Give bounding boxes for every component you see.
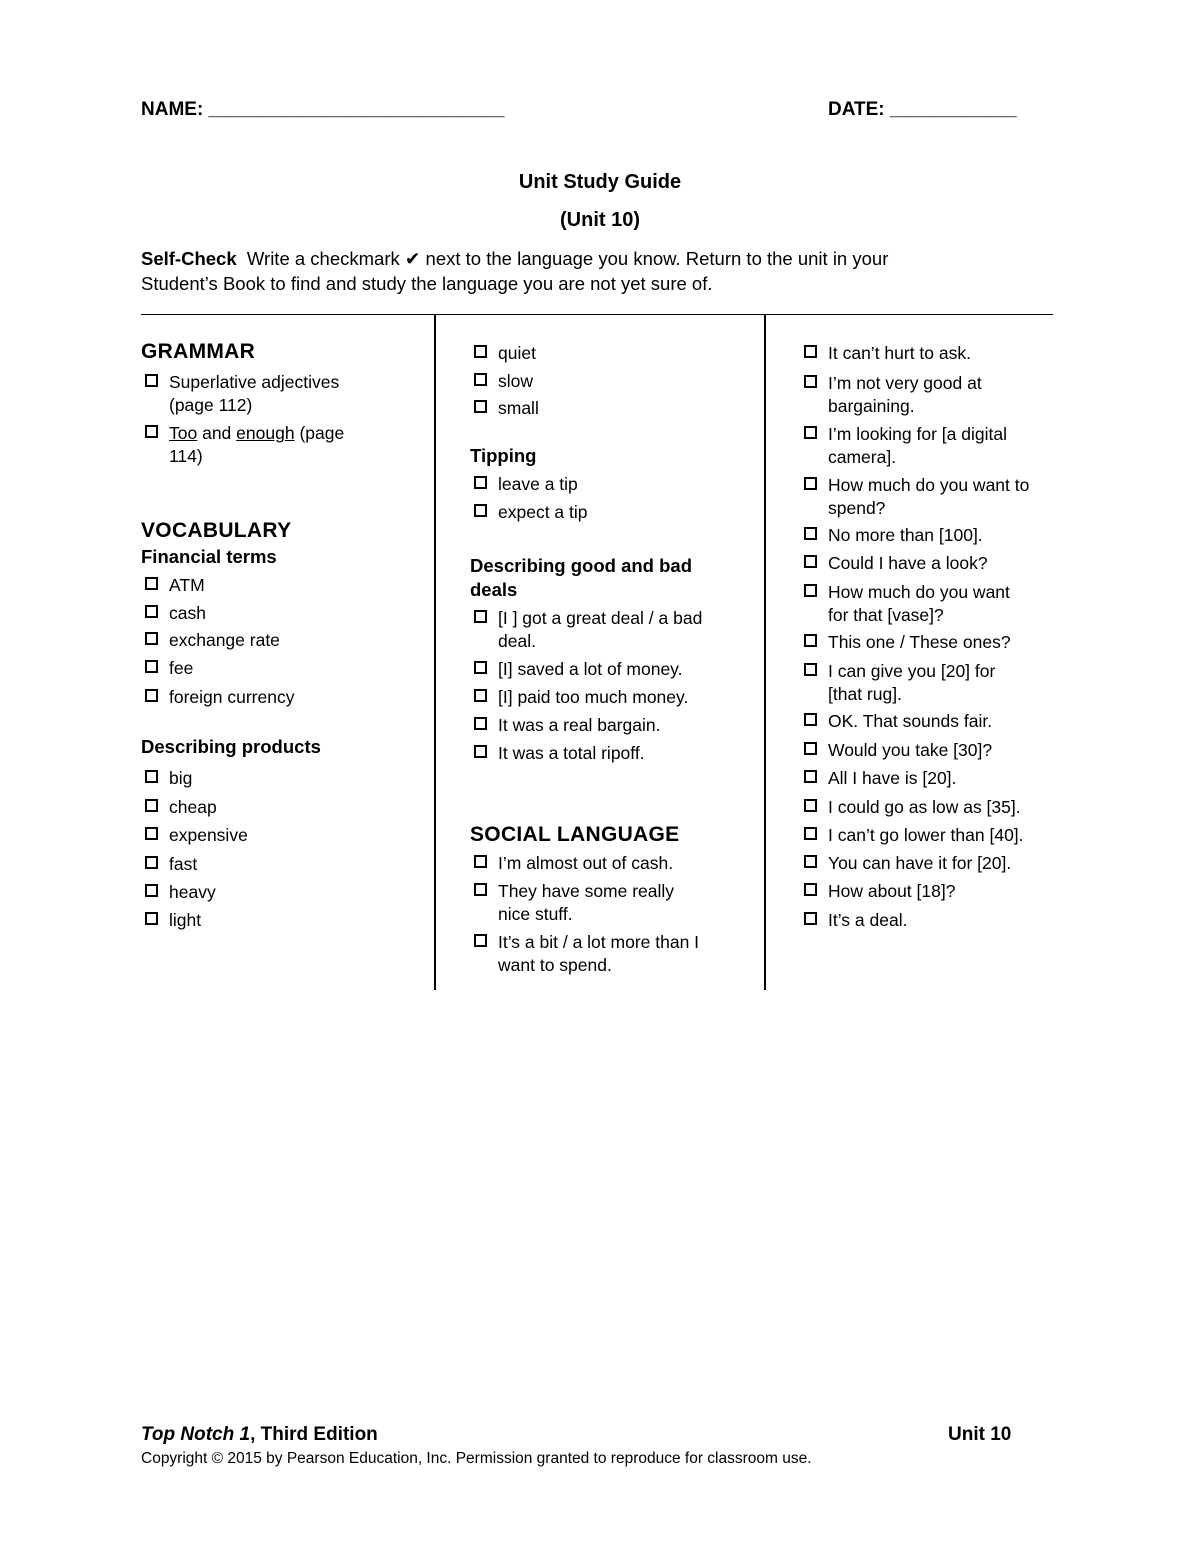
checklist-item[interactable] <box>472 931 699 977</box>
self-check-label: Self-Check <box>141 248 237 269</box>
checkmark-icon: ✔ <box>404 248 421 269</box>
checkbox[interactable] <box>804 634 817 647</box>
column-divider-2 <box>764 315 766 990</box>
item-text: I’m not very good at <box>828 373 982 393</box>
heading-line: Describing good and bad <box>470 555 693 576</box>
checkbox[interactable] <box>145 632 158 645</box>
checklist-item[interactable] <box>472 852 673 875</box>
checkbox[interactable] <box>474 717 487 730</box>
checkbox[interactable] <box>804 477 817 490</box>
checklist-item[interactable] <box>802 739 992 762</box>
checklist-item[interactable] <box>802 824 1024 847</box>
item-text: fast <box>169 854 198 874</box>
checklist-item[interactable] <box>472 342 536 365</box>
column-divider-1 <box>434 315 436 990</box>
checkbox[interactable] <box>474 373 487 386</box>
vocabulary-heading: VOCABULARY <box>141 519 292 542</box>
intro-text-a: Write a checkmark <box>246 248 400 269</box>
checklist-item[interactable] <box>802 767 956 790</box>
checkbox[interactable] <box>474 345 487 358</box>
item-text: They have some really <box>498 881 675 901</box>
item-text: All I have is [20]. <box>828 768 957 788</box>
checkbox[interactable] <box>474 745 487 758</box>
grammar-heading: GRAMMAR <box>141 340 256 363</box>
item-text: [that rug]. <box>828 684 902 704</box>
checklist-item[interactable] <box>472 742 645 765</box>
checklist-item[interactable] <box>802 852 1011 875</box>
item-text: I can give you [20] for <box>828 661 996 681</box>
item-text: [I] saved a lot of money. <box>498 659 683 679</box>
checkbox[interactable] <box>474 661 487 674</box>
checklist-item[interactable] <box>143 853 197 876</box>
checkbox[interactable] <box>474 934 487 947</box>
item-text-too: Too <box>169 423 198 443</box>
social-language-heading: SOCIAL LANGUAGE <box>470 823 680 846</box>
checklist-item[interactable] <box>802 372 982 418</box>
item-text-enough: enough <box>236 423 295 443</box>
checkbox[interactable] <box>804 912 817 925</box>
item-text: (page <box>299 423 345 443</box>
checkbox[interactable] <box>474 689 487 702</box>
date-field-label: DATE: ____________ <box>828 99 1017 120</box>
item-text: I’m almost out of cash. <box>498 853 674 873</box>
item-text: ATM <box>169 575 205 595</box>
header-divider <box>141 314 1053 315</box>
item-text: deal. <box>498 631 536 651</box>
checkbox[interactable] <box>804 527 817 540</box>
checklist-item[interactable] <box>802 909 907 932</box>
checkbox[interactable] <box>145 605 158 618</box>
item-text: for that [vase]? <box>828 605 944 625</box>
copyright-notice: Copyright © 2015 by Pearson Education, Inc. Permission granted to reproduce for classroom use. <box>141 1450 812 1467</box>
checkbox[interactable] <box>804 584 817 597</box>
item-text: camera]. <box>828 447 897 467</box>
item-text: small <box>498 398 539 418</box>
item-text: cash <box>169 603 206 623</box>
item-text: exchange rate <box>169 630 280 650</box>
checkbox[interactable] <box>804 555 817 568</box>
item-text: It’s a bit / a lot more than I <box>498 932 700 952</box>
item-text: big <box>169 768 193 788</box>
checklist-item[interactable] <box>143 767 192 790</box>
checklist-item[interactable] <box>472 880 674 926</box>
item-text: fee <box>169 658 194 678</box>
item-text: spend? <box>828 498 886 518</box>
checklist-item[interactable] <box>472 397 539 420</box>
edition: , Third Edition <box>250 1424 378 1445</box>
item-text-and: and <box>202 423 232 443</box>
item-text: light <box>169 910 202 930</box>
item-text: leave a tip <box>498 474 578 494</box>
checkbox[interactable] <box>145 799 158 812</box>
checklist-item[interactable] <box>143 371 339 417</box>
checkbox[interactable] <box>804 883 817 896</box>
item-text: want to spend. <box>498 955 612 975</box>
item-text: Could I have a look? <box>828 553 988 573</box>
checkbox[interactable] <box>145 577 158 590</box>
item-text: [I ] got a great deal / a bad <box>498 608 703 628</box>
item-text: I could go as low as [35]. <box>828 797 1021 817</box>
checkbox[interactable] <box>474 855 487 868</box>
describing-products-heading: Describing products <box>141 736 321 757</box>
footer-unit: Unit 10 <box>948 1424 1012 1445</box>
tipping-heading: Tipping <box>470 445 537 466</box>
checkbox[interactable] <box>474 883 487 896</box>
checkbox[interactable] <box>804 713 817 726</box>
item-text: It’s a deal. <box>828 910 908 930</box>
checkbox[interactable] <box>474 476 487 489</box>
checklist-item[interactable] <box>472 370 533 393</box>
checklist-item[interactable] <box>802 660 995 706</box>
page-subtitle: (Unit 10) <box>560 209 640 231</box>
checkbox[interactable] <box>474 610 487 623</box>
checklist-item[interactable] <box>143 574 205 597</box>
checklist-item[interactable] <box>143 422 344 468</box>
checkbox[interactable] <box>145 660 158 673</box>
item-text: foreign currency <box>169 687 295 707</box>
item-text: I can’t go lower than [40]. <box>828 825 1024 845</box>
item-text: quiet <box>498 343 536 363</box>
item-text: It was a total ripoff. <box>498 743 645 763</box>
checkbox[interactable] <box>804 345 817 358</box>
checkbox[interactable] <box>804 742 817 755</box>
checklist-item[interactable] <box>802 796 1021 819</box>
self-check-instructions <box>141 246 1041 296</box>
checklist-item[interactable] <box>472 714 660 737</box>
item-text: No more than [100]. <box>828 525 983 545</box>
checklist-item[interactable] <box>143 881 216 904</box>
checklist-item[interactable] <box>802 342 971 365</box>
checklist-item[interactable] <box>802 631 1011 654</box>
item-text: You can have it for [20]. <box>828 853 1012 873</box>
checkbox[interactable] <box>804 799 817 812</box>
checkbox[interactable] <box>804 770 817 783</box>
checklist-item[interactable] <box>802 581 1010 627</box>
checkbox[interactable] <box>145 827 158 840</box>
item-text: Would you take [30]? <box>828 740 993 760</box>
checklist-item[interactable] <box>143 629 280 652</box>
item-text: bargaining. <box>828 396 915 416</box>
checklist-item[interactable] <box>802 524 983 547</box>
item-text: expect a tip <box>498 502 588 522</box>
checklist-item[interactable] <box>472 607 702 653</box>
financial-terms-heading: Financial terms <box>141 546 277 567</box>
item-text: cheap <box>169 797 217 817</box>
item-text: (page 112) <box>169 395 253 415</box>
checklist-item[interactable] <box>472 473 578 496</box>
checklist-item[interactable] <box>143 657 193 680</box>
item-text: Superlative adjectives <box>169 372 340 392</box>
checkbox[interactable] <box>804 375 817 388</box>
checklist-item[interactable] <box>802 710 992 733</box>
item-text: expensive <box>169 825 248 845</box>
item-text: OK. That sounds fair. <box>828 711 993 731</box>
checkbox[interactable] <box>804 426 817 439</box>
checkbox[interactable] <box>145 912 158 925</box>
intro-text-c: Student’s Book to find and study the language you are not yet sure of. <box>141 273 713 294</box>
item-text: How about [18]? <box>828 881 956 901</box>
checklist-item[interactable] <box>802 474 1029 520</box>
checklist-item[interactable] <box>472 501 588 524</box>
item-text: It can’t hurt to ask. <box>828 343 971 363</box>
item-text: 114) <box>169 446 203 466</box>
name-field-label: NAME: ____________________________ <box>141 99 505 120</box>
checkbox[interactable] <box>145 689 158 702</box>
checklist-item[interactable] <box>472 658 683 681</box>
checklist-item[interactable] <box>802 880 955 903</box>
checkbox[interactable] <box>145 374 158 387</box>
checklist-item[interactable] <box>143 909 201 932</box>
heading-line: deals <box>470 579 518 600</box>
page-title: Unit Study Guide <box>518 171 682 193</box>
checklist-item[interactable] <box>143 796 217 819</box>
book-title: Top Notch 1 <box>141 1424 251 1445</box>
checklist-item[interactable] <box>802 423 1007 469</box>
checkbox[interactable] <box>474 504 487 517</box>
checklist-item[interactable] <box>143 602 206 625</box>
checkbox[interactable] <box>145 770 158 783</box>
checkbox[interactable] <box>804 827 817 840</box>
checkbox[interactable] <box>145 856 158 869</box>
item-text: heavy <box>169 882 216 902</box>
checkbox[interactable] <box>145 425 158 438</box>
intro-text-b: next to the language you know. Return to the unit in your <box>425 248 889 269</box>
item-text: slow <box>498 371 534 391</box>
item-text: nice stuff. <box>498 904 573 924</box>
checkbox[interactable] <box>804 855 817 868</box>
checkbox[interactable] <box>804 663 817 676</box>
checkbox[interactable] <box>145 884 158 897</box>
checklist-item[interactable] <box>802 552 988 575</box>
item-text: [I] paid too much money. <box>498 687 689 707</box>
checkbox[interactable] <box>474 400 487 413</box>
item-text: How much do you want <box>828 582 1010 602</box>
item-text: It was a real bargain. <box>498 715 661 735</box>
footer-book-title <box>141 1424 378 1446</box>
describing-deals-heading <box>470 554 692 602</box>
item-text: This one / These ones? <box>828 632 1011 652</box>
checklist-item[interactable] <box>143 686 294 709</box>
item-text: I’m looking for [a digital <box>828 424 1007 444</box>
item-text: How much do you want to <box>828 475 1030 495</box>
checklist-item[interactable] <box>143 824 248 847</box>
checklist-item[interactable] <box>472 686 688 709</box>
